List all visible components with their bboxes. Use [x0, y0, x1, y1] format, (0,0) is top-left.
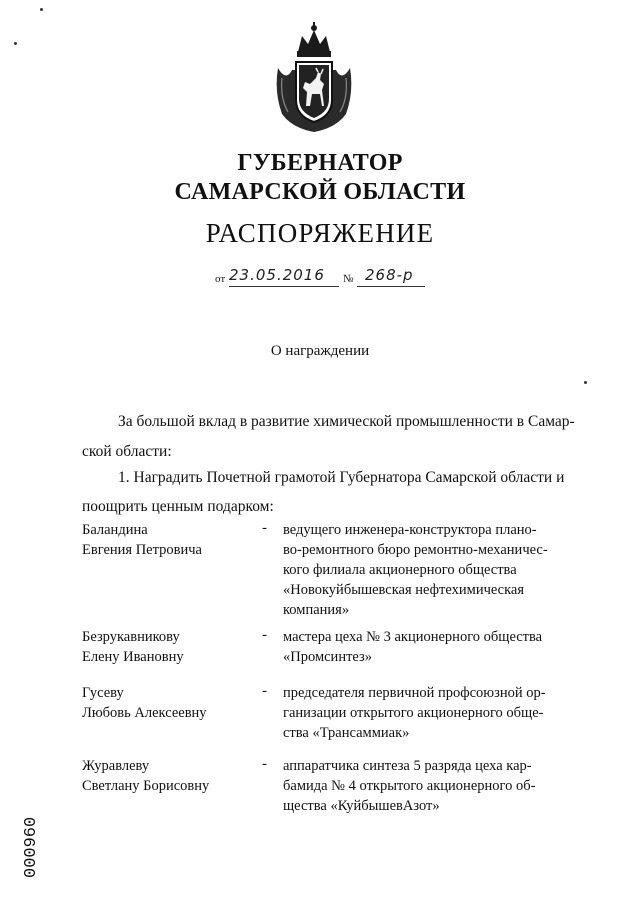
- awardee-dash: -: [262, 520, 267, 536]
- awardee-position: [283, 756, 560, 816]
- position-line: ганизации открытого акционерного обще-: [283, 705, 544, 721]
- awardee-given-names: Евгения Петровича: [82, 542, 202, 558]
- intro-paragraph-line1: За большой вклад в развитие химической промышленности в Самар-: [118, 413, 575, 430]
- awardee-position: [283, 627, 560, 667]
- awardee-dash: -: [262, 627, 267, 643]
- governor-title: ГУБЕРНАТОР: [237, 150, 403, 176]
- position-line: «Промсинтез»: [283, 649, 373, 665]
- position-line: аппаратчика синтеза 5 разряда цеха кар-: [283, 758, 532, 774]
- scan-speck: [584, 381, 587, 384]
- position-line: щества «КуйбышевАзот»: [283, 798, 440, 814]
- number-label: №: [343, 273, 354, 285]
- date-from-label: от: [215, 273, 226, 285]
- region-title: САМАРСКОЙ ОБЛАСТИ: [174, 179, 466, 205]
- position-line: ства «Трансаммиак»: [283, 725, 410, 741]
- position-line: во-ремонтного бюро ремонтно-механичес-: [283, 542, 548, 558]
- position-line: компания»: [283, 602, 350, 618]
- order-number-value: 268-р: [365, 266, 414, 284]
- samara-coat-of-arms-icon: [272, 22, 356, 134]
- intro-paragraph-line2: ской области:: [82, 443, 172, 460]
- item1-line1: 1. Наградить Почетной грамотой Губернатора Самарской области и: [118, 469, 565, 486]
- awardee-position: [283, 520, 560, 620]
- position-line: мастера цеха № 3 акционерного общества: [283, 629, 543, 645]
- date-underline: [229, 286, 339, 287]
- awardee-given-names: Светлану Борисовну: [82, 778, 210, 794]
- position-line: кого филиала акционерного общества: [283, 562, 517, 578]
- date-number-line: [215, 266, 445, 290]
- awardee-name: [82, 627, 184, 667]
- awardee-given-names: Елену Ивановну: [82, 649, 184, 665]
- item1-line2: поощрить ценным подарком:: [82, 498, 274, 515]
- position-line: «Новокуйбышевская нефтехимическая: [283, 582, 525, 598]
- awardee-name: [82, 520, 202, 560]
- awardee-surname: Баландина: [82, 522, 148, 538]
- position-line: председателя первичной профсоюзной ор-: [283, 685, 546, 701]
- date-value: 23.05.2016: [229, 266, 325, 284]
- scan-speck: [40, 8, 43, 11]
- awardee-name: [82, 756, 209, 796]
- document-serial-stamp: 000960: [22, 816, 41, 878]
- number-underline: [357, 286, 425, 287]
- awardee-dash: -: [262, 683, 267, 699]
- document-type-title: РАСПОРЯЖЕНИЕ: [205, 218, 435, 248]
- awardee-surname: Гусеву: [82, 685, 124, 701]
- awardee-surname: Журавлеву: [82, 758, 150, 774]
- scan-speck: [14, 42, 17, 45]
- document-subject: О награждении: [270, 343, 370, 359]
- awardee-surname: Безрукавникову: [82, 629, 180, 645]
- position-line: ведущего инженера-конструктора плано-: [283, 522, 537, 538]
- awardee-dash: -: [262, 756, 267, 772]
- awardee-name: [82, 683, 207, 723]
- position-line: бамида № 4 открытого акционерного об-: [283, 778, 536, 794]
- awardee-given-names: Любовь Алексеевну: [82, 705, 207, 721]
- awardee-position: [283, 683, 560, 743]
